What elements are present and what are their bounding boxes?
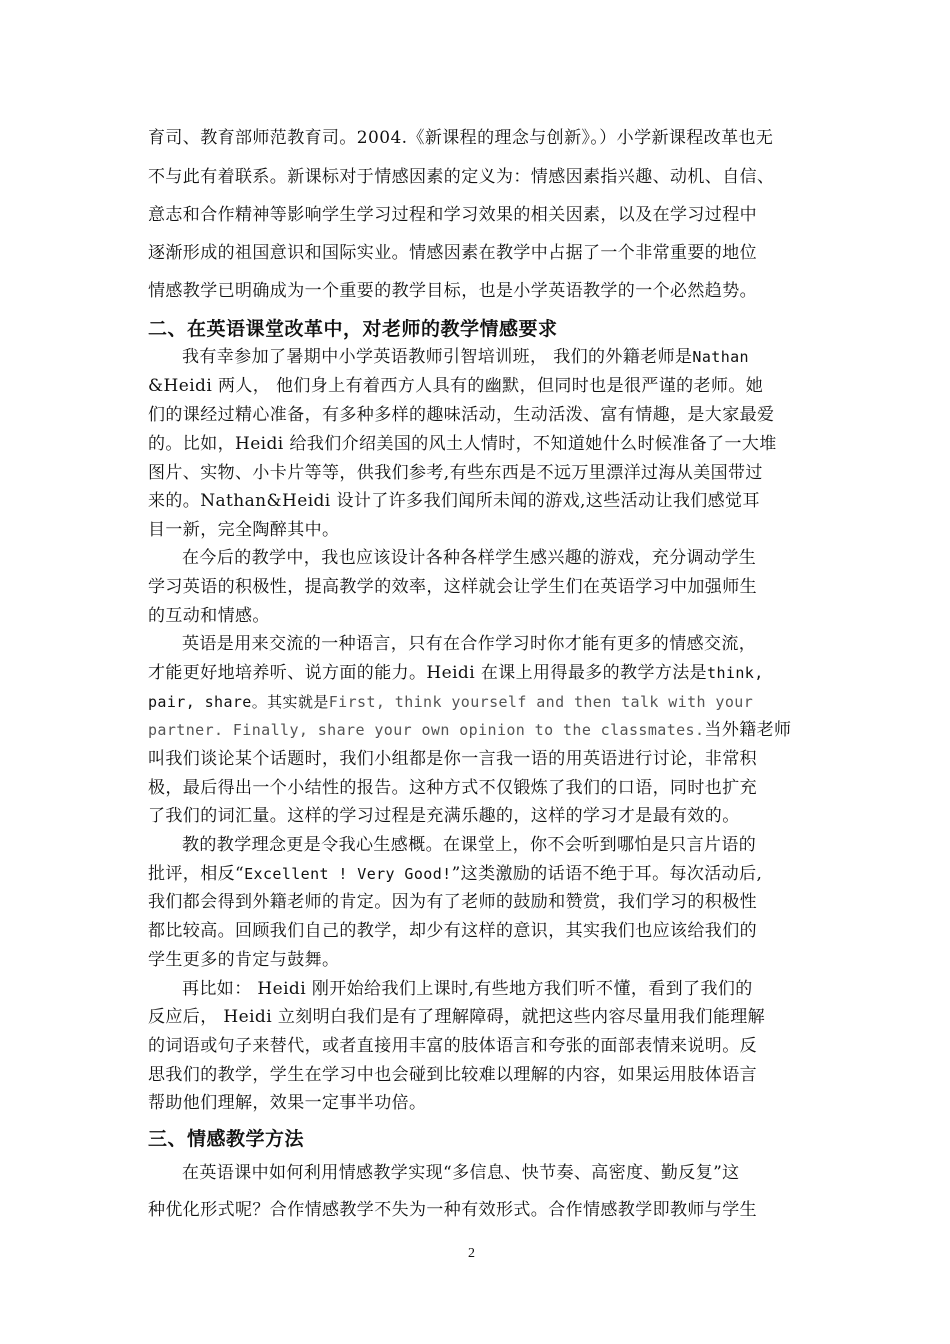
text-span: 当外籍老师 [704,720,792,740]
text-line: 学习英语的积极性，提高教学的效率，这样就会让学生们在英语学习中加强师生 [148,577,757,597]
text-line: 再比如： Heidi 刚开始给我们上课时,有些地方我们听不懂，看到了我们的 [182,979,753,999]
text-span: 批评，相反“ [148,864,245,884]
text-line: 思我们的教学，学生在学习中也会碰到比较难以理解的内容，如果运用肢体语言 [148,1065,757,1085]
text-line: 意志和合作精神等影响学生学习过程和学习效果的相关因素，以及在学习过程中 [148,205,757,225]
page-number: 2 [468,1246,475,1261]
text-line: 叫我们谈论某个话题时，我们小组都是你一言我一语的用英语进行讨论，非常积 [148,749,757,769]
text-line [182,347,749,367]
text-line: 目一新，完全陶醉其中。 [148,520,340,540]
text-span: 我有幸参加了暑期中小学英语教师引智培训班， 我们的外籍老师是 [182,347,693,367]
text-span: think, [707,664,764,682]
text-line: 情感教学已明确成为一个重要的教学目标，也是小学英语教学的一个必然趋势。 [148,281,757,301]
text-line: 图片、实物、小卡片等等，供我们参考,有些东西是不远万里漂洋过海从美国带过 [148,463,763,483]
text-line: 我们都会得到外籍老师的肯定。因为有了老师的鼓励和赞赏，我们学习的积极性 [148,892,757,912]
section-heading: 三、情感教学方法 [148,1128,305,1150]
text-line: 在英语课中如何利用情感教学实现“多信息、快节奏、高密度、勤反复”这 [182,1163,740,1183]
text-line [148,720,791,740]
text-line: 们的课经过精心准备，有多种多样的趣味活动，生动活泼、富有情趣，是大家最爱 [148,405,775,425]
text-line: 了我们的词汇量。这样的学习过程是充满乐趣的，这样的学习才是最有效的。 [148,806,740,826]
text-span: 才能更好地培养听、说方面的能力。Heidi 在课上用得最多的教学方法是 [148,663,708,683]
text-line: 育司、教育部师范教育司。2004.《新课程的理念与创新》。）小学新课程改革也无 [148,128,774,148]
text-line [148,864,762,884]
text-line: 英语是用来交流的一种语言，只有在合作学习时你才能有更多的情感交流， [182,634,757,654]
text-line: 帮助他们理解，效果一定事半功倍。 [148,1093,427,1113]
text-line: &Heidi 两人， 他们身上有着西方人具有的幽默，但同时也是很严谨的老师。她 [148,376,764,396]
text-line: 极，最后得出一个小结性的报告。这种方式不仅锻炼了我们的口语，同时也扩充 [148,778,757,798]
text-line: 学生更多的肯定与鼓舞。 [148,950,340,970]
text-line: 来的。Nathan&Heidi 设计了许多我们闻所未闻的游戏,这些活动让我们感觉耳 [148,491,760,511]
text-span: Nathan [692,348,749,366]
text-line: 的词语或句子来替代，或者直接用丰富的肢体语言和夸张的面部表情来说明。反 [148,1036,757,1056]
text-span: Excellent ! Very Good! [244,865,452,883]
text-line: 不与此有着联系。新课标对于情感因素的定义为：情感因素指兴趣、动机、自信、 [148,167,775,187]
text-line: 种优化形式呢？合作情感教学不失为一种有效形式。合作情感教学即教师与学生 [148,1200,757,1220]
text-span: First, think yourself and then talk with your [328,693,754,711]
text-span: partner. Finally, share your own opinion to the classmates. [148,721,705,739]
text-line: 反应后， Heidi 立刻明白我们是有了理解障碍，就把这些内容尽量用我们能理解 [148,1007,766,1027]
text-span: pair, share。其实就是 [148,693,329,711]
text-line: 都比较高。回顾我们自己的教学，却少有这样的意识，其实我们也应该给我们的 [148,921,757,941]
text-line: 的互动和情感。 [148,606,270,626]
text-line: 的。比如，Heidi 给我们介绍美国的风土人情时，不知道她什么时候准备了一大堆 [148,434,777,454]
text-line: 逐渐形成的祖国意识和国际实业。情感因素在教学中占据了一个非常重要的地位 [148,243,757,263]
text-line [148,663,764,683]
text-line: 教的教学理念更是令我心生感概。在课堂上，你不会听到哪怕是只言片语的 [182,835,757,855]
text-span: ”这类激励的话语不绝于耳。每次活动后, [451,864,763,884]
text-line: 在今后的教学中，我也应该设计各种各样学生感兴趣的游戏，充分调动学生 [182,548,757,568]
text-line [148,692,753,712]
section-heading: 二、在英语课堂改革中，对老师的教学情感要求 [148,318,558,340]
